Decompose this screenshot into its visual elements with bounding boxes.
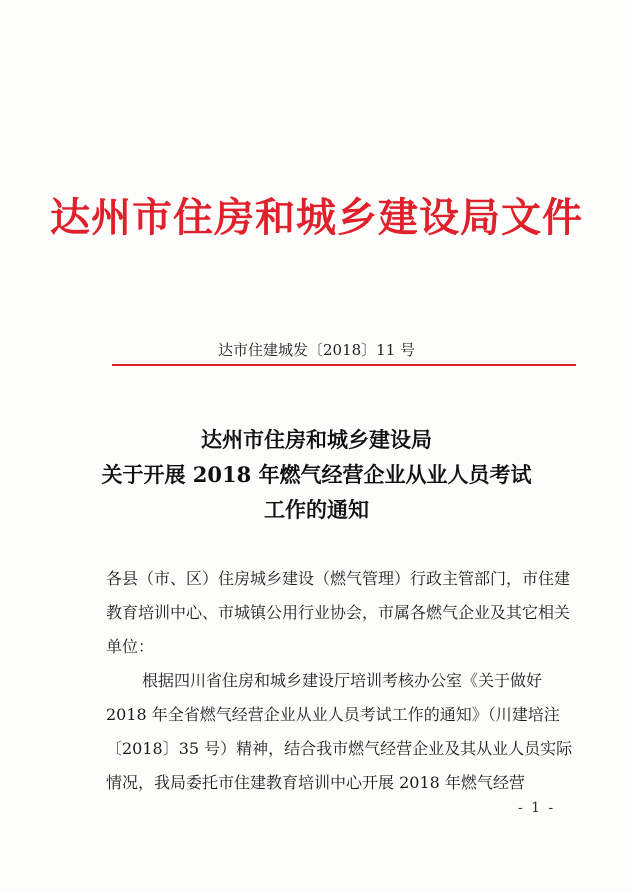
notice-body [106, 562, 576, 800]
body-paragraph-1: 根据四川省住房和城乡建设厅培训考核办公室《关于做好 2018 年全省燃气经营企业从业人员考试工作的通知》（川建培注〔2018〕35 号）精神，结合我市燃气经营企业及其从业人员实际情况，我局委托市住建教育培训中心开展 2018 年燃气经营 [106, 671, 573, 792]
masthead-title: 达州市住房和城乡建设局文件 [50, 194, 583, 241]
notice-title [0, 422, 633, 527]
red-divider-line [112, 364, 576, 366]
addressee-paragraph: 各县（市、区）住房城乡建设（燃气管理）行政主管部门，市住建教育培训中心、市城镇公用行业协会，市属各燃气企业及其它相关单位： [106, 569, 571, 656]
document-number: 达市住建城发〔2018〕11 号 [217, 341, 416, 359]
notice-title-line-2: 关于开展 2018 年燃气经营企业从业人员考试 [101, 462, 532, 487]
notice-title-line-1: 达州市住房和城乡建设局 [201, 427, 432, 452]
page-number: - 1 - [518, 800, 556, 816]
notice-title-line-3: 工作的通知 [264, 497, 369, 522]
